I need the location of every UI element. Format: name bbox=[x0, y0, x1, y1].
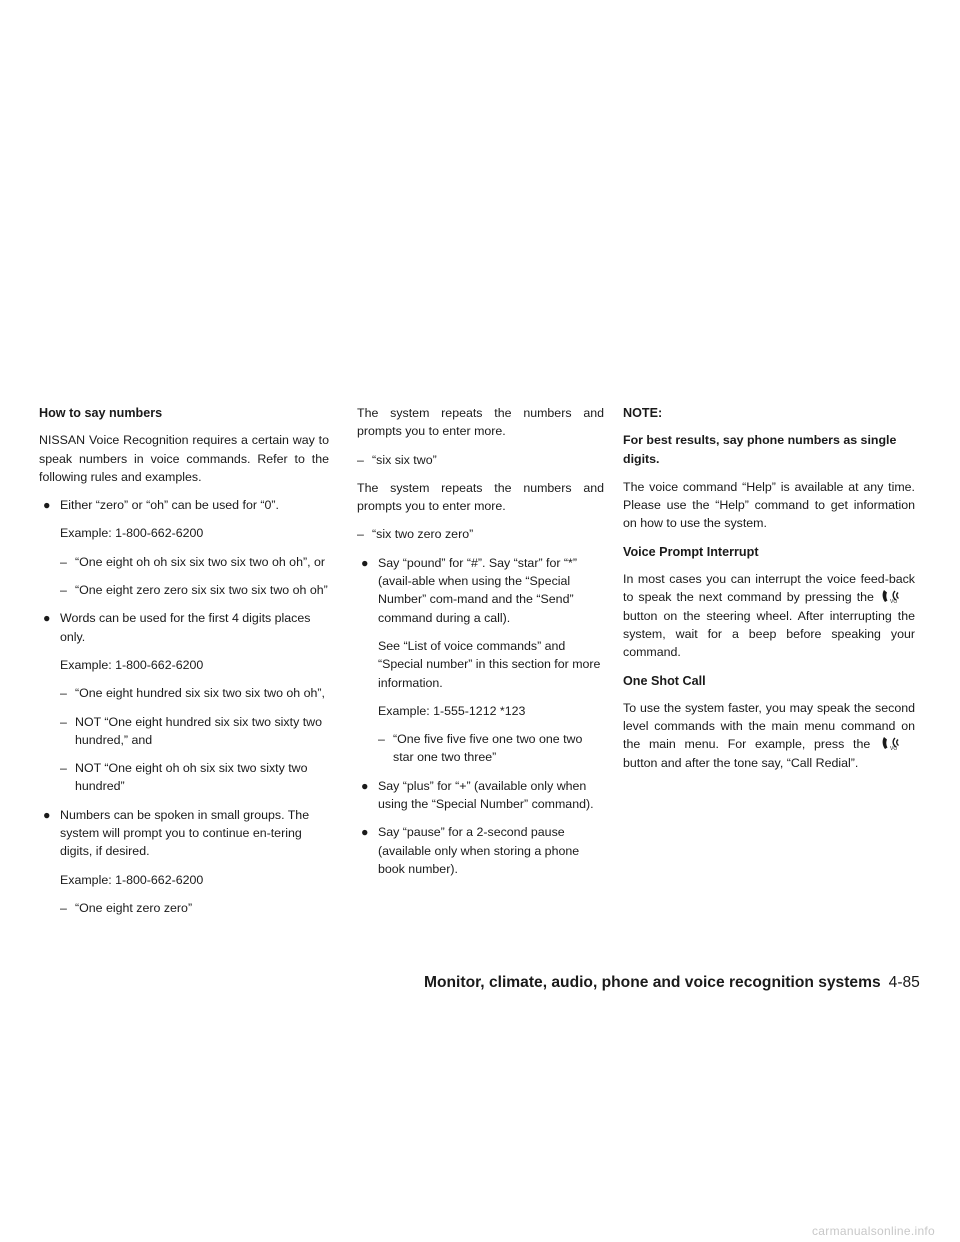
paragraph: The system repeats the numbers and prompts you to enter more. bbox=[357, 480, 604, 514]
column-2 bbox=[357, 404, 604, 888]
bullet-item: ● Either “zero” or “oh” can be used for “0”. bbox=[39, 496, 329, 514]
bullet-icon: ● bbox=[43, 611, 51, 626]
bullet-icon: ● bbox=[361, 555, 369, 570]
column-1 bbox=[39, 404, 329, 927]
dash-item: – “six six two” bbox=[357, 452, 437, 467]
dash-item: – “One eight zero zero six six two six two oh oh” bbox=[60, 583, 328, 598]
page-footer bbox=[424, 974, 918, 992]
dash-item: – NOT “One eight oh oh six six two sixty two hundred” bbox=[60, 761, 308, 794]
example-line: Example: 1-800-662-6200 bbox=[60, 526, 204, 541]
bullet-icon: ● bbox=[361, 778, 369, 793]
see-reference: See “List of voice commands” and “Special number” in this section for more information. bbox=[378, 638, 601, 690]
dash-item: – “One eight zero zero” bbox=[60, 900, 193, 915]
footer-title: Monitor, climate, audio, phone and voice recognition systems bbox=[424, 974, 881, 991]
svg-text:VO: VO bbox=[890, 599, 898, 605]
dash-item: – “One eight oh oh six six two six two oh oh”, or bbox=[60, 554, 325, 569]
dash-item: – “One five five five one two one two star one two three” bbox=[378, 732, 583, 765]
bullet-icon: ● bbox=[361, 825, 369, 840]
section-heading-interrupt: Voice Prompt Interrupt bbox=[623, 544, 759, 559]
intro-paragraph: NISSAN Voice Recognition requires a certain way to speak numbers in voice commands. Refer to the following rules and examples. bbox=[39, 433, 329, 484]
svg-text:VO: VO bbox=[890, 746, 898, 752]
note-text: For best results, say phone numbers as single digits. bbox=[623, 433, 897, 466]
bullet-item: ● Say “plus” for “+” (available only when using the “Special Number” command). bbox=[361, 778, 594, 812]
interrupt-paragraph: In most cases you can interrupt the voice feed-back to speak the next command by pressing the VO button on the steering wheel. After interrupting the system, wait for a beep before speaking your command. bbox=[623, 572, 915, 660]
phone-voice-talk-icon bbox=[881, 735, 911, 751]
example-line: Example: 1-800-662-6200 bbox=[60, 872, 204, 887]
note-label: NOTE: bbox=[623, 406, 663, 420]
bullet-item: ● Words can be used for the first 4 digits places only. bbox=[43, 611, 311, 644]
section-heading-numbers: How to say numbers bbox=[39, 406, 163, 420]
example-line: Example: 1-555-1212 *123 bbox=[378, 703, 526, 718]
paragraph: The system repeats the numbers and prompts you to enter more. bbox=[357, 406, 604, 439]
dash-item: – “One eight hundred six six two six two oh oh”, bbox=[60, 686, 325, 701]
dash-item: – NOT “One eight hundred six six two sixty two hundred,” and bbox=[60, 714, 322, 747]
section-heading-one-shot: One Shot Call bbox=[623, 673, 706, 688]
help-paragraph: The voice command “Help” is available at any time. Please use the “Help” command to get information on how to use the system. bbox=[623, 479, 915, 531]
bullet-icon: ● bbox=[43, 807, 51, 822]
column-3 bbox=[623, 404, 915, 782]
bullet-item: ● Say “pause” for a 2-second pause (available only when storing a phone book number). bbox=[361, 825, 580, 876]
example-line: Example: 1-800-662-6200 bbox=[60, 657, 204, 672]
dash-item: – “six two zero zero” bbox=[357, 527, 474, 542]
page-number: 4-85 bbox=[888, 974, 920, 991]
bullet-icon: ● bbox=[43, 498, 51, 513]
watermark: carmanualsonline.info bbox=[812, 1224, 936, 1238]
phone-voice-talk-icon bbox=[881, 588, 911, 604]
bullet-item: ● Say “pound” for “#”. Say “star” for “*” (avail-able when using the “Special Number” com-mand and the “Send” command during a call). bbox=[361, 555, 577, 625]
bullet-item: ● Numbers can be spoken in small groups. The system will prompt you to continue en-tering digits, if desired. bbox=[43, 807, 310, 859]
one-shot-paragraph: To use the system faster, you may speak the second level commands with the main menu command on the main menu. For example, press the VO button and after the tone say, “Call Redial”. bbox=[623, 700, 915, 770]
